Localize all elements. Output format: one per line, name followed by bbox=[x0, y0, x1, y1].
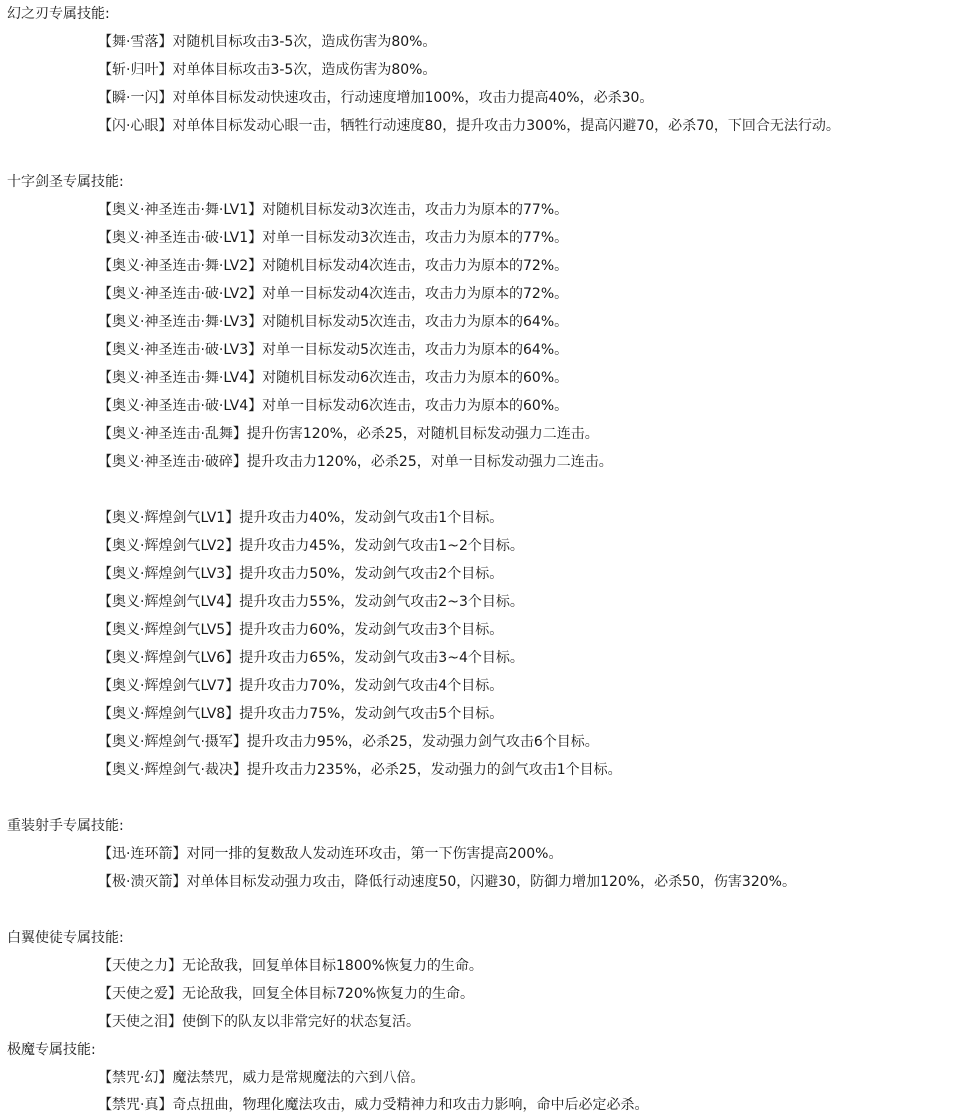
skill-line: 【奥义·神圣连击·舞·LV4】对随机目标发动6次连击，攻击力为原本的60%。 bbox=[98, 370, 569, 386]
skill-line: 【天使之力】无论敌我，回复单体目标1800%恢复力的生命。 bbox=[98, 958, 483, 974]
skill-line: 【奥义·神圣连击·破碎】提升攻击力120%，必杀25，对单一目标发动强力二连击。 bbox=[98, 454, 613, 470]
skill-line: 【极·溃灭箭】对单体目标发动强力攻击，降低行动速度50，闪避30，防御力增加120%，必杀50，伤害320%。 bbox=[98, 874, 796, 890]
skill-line: 【奥义·辉煌剑气LV8】提升攻击力75%，发动剑气攻击5个目标。 bbox=[98, 706, 504, 722]
skill-line: 【奥义·神圣连击·舞·LV3】对随机目标发动5次连击，攻击力为原本的64%。 bbox=[98, 314, 569, 330]
skill-line: 【天使之泪】使倒下的队友以非常完好的状态复活。 bbox=[98, 1014, 420, 1030]
skill-line: 【奥义·神圣连击·乱舞】提升伤害120%，必杀25，对随机目标发动强力二连击。 bbox=[98, 426, 599, 442]
skill-line: 【奥义·神圣连击·破·LV2】对单一目标发动4次连击，攻击力为原本的72%。 bbox=[98, 286, 569, 302]
section-heading-phantom-blade: 幻之刃专属技能: bbox=[7, 6, 110, 22]
skill-line: 【奥义·辉煌剑气LV1】提升攻击力40%，发动剑气攻击1个目标。 bbox=[98, 510, 504, 526]
skill-line: 【奥义·辉煌剑气LV6】提升攻击力65%，发动剑气攻击3~4个目标。 bbox=[98, 650, 524, 666]
skill-line: 【禁咒·真】奇点扭曲，物理化魔法攻击，威力受精神力和攻击力影响，命中后必定必杀。 bbox=[98, 1097, 649, 1113]
skill-line: 【天使之爱】无论敌我，回复全体目标720%恢复力的生命。 bbox=[98, 986, 475, 1002]
skill-line: 【奥义·神圣连击·舞·LV2】对随机目标发动4次连击，攻击力为原本的72%。 bbox=[98, 258, 569, 274]
skill-line: 【瞬·一闪】对单体目标发动快速攻击，行动速度增加100%，攻击力提高40%，必杀30。 bbox=[98, 90, 654, 106]
skill-line: 【奥义·辉煌剑气LV7】提升攻击力70%，发动剑气攻击4个目标。 bbox=[98, 678, 504, 694]
skill-line: 【奥义·神圣连击·舞·LV1】对随机目标发动3次连击，攻击力为原本的77%。 bbox=[98, 202, 569, 218]
section-heading-cross-sword-saint: 十字剑圣专属技能: bbox=[7, 174, 124, 190]
skill-line: 【奥义·辉煌剑气LV4】提升攻击力55%，发动剑气攻击2~3个目标。 bbox=[98, 594, 524, 610]
skill-line: 【奥义·辉煌剑气·裁决】提升攻击力235%，必杀25，发动强力的剑气攻击1个目标。 bbox=[98, 762, 622, 778]
skill-line: 【禁咒·幻】魔法禁咒，威力是常规魔法的六到八倍。 bbox=[98, 1070, 425, 1086]
skill-line: 【闪·心眼】对单体目标发动心眼一击，牺牲行动速度80，提升攻击力300%，提高闪避70，必杀70，下回合无法行动。 bbox=[98, 118, 840, 134]
skill-line: 【迅·连环箭】对同一排的复数敌人发动连环攻击，第一下伤害提高200%。 bbox=[98, 846, 563, 862]
skill-line: 【奥义·辉煌剑气LV3】提升攻击力50%，发动剑气攻击2个目标。 bbox=[98, 566, 504, 582]
skill-line: 【奥义·神圣连击·破·LV3】对单一目标发动5次连击，攻击力为原本的64%。 bbox=[98, 342, 569, 358]
section-heading-white-wing-apostle: 白翼使徒专属技能: bbox=[7, 930, 124, 946]
skill-line: 【奥义·辉煌剑气·摄军】提升攻击力95%，必杀25，发动强力剑气攻击6个目标。 bbox=[98, 734, 599, 750]
skill-line: 【斩·归叶】对单体目标攻击3-5次，造成伤害为80%。 bbox=[98, 62, 437, 78]
skill-line: 【奥义·辉煌剑气LV2】提升攻击力45%，发动剑气攻击1~2个目标。 bbox=[98, 538, 524, 554]
section-heading-heavy-archer: 重装射手专属技能: bbox=[7, 818, 124, 834]
skill-line: 【舞·雪落】对随机目标攻击3-5次，造成伤害为80%。 bbox=[98, 34, 437, 50]
skill-line: 【奥义·神圣连击·破·LV1】对单一目标发动3次连击，攻击力为原本的77%。 bbox=[98, 230, 569, 246]
skill-line: 【奥义·辉煌剑气LV5】提升攻击力60%，发动剑气攻击3个目标。 bbox=[98, 622, 504, 638]
skill-line: 【奥义·神圣连击·破·LV4】对单一目标发动6次连击，攻击力为原本的60%。 bbox=[98, 398, 569, 414]
section-heading-ultimate-demon: 极魔专属技能: bbox=[7, 1042, 96, 1058]
